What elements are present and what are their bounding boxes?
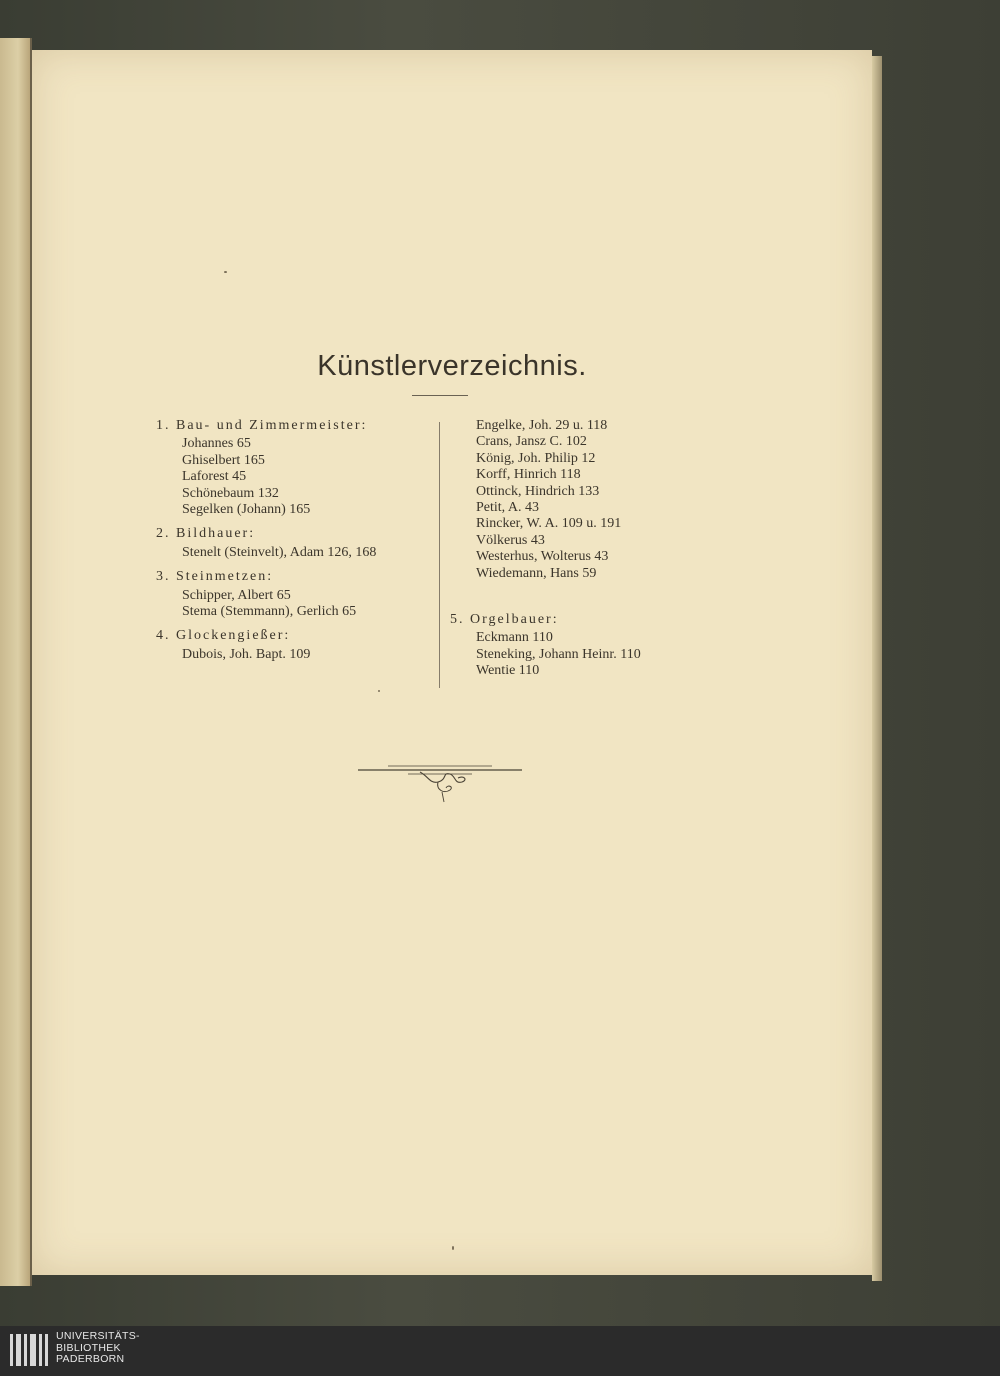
right-column xyxy=(450,418,710,688)
page-title: Künstlerverzeichnis. xyxy=(317,350,587,382)
section-heading: 1. Bau- und Zimmermeister: xyxy=(156,418,368,433)
list-item: Eckmann 110 xyxy=(476,630,553,646)
section-heading: 3. Steinmetzen: xyxy=(156,569,274,585)
page-edge xyxy=(872,56,882,1281)
fleuron-ornament-icon xyxy=(358,762,522,804)
library-logo-text: UNIVERSITÄTS- BIBLIOTHEK PADERBORN xyxy=(56,1330,140,1365)
list-item: Ghiselbert 165 xyxy=(182,452,265,468)
title-rule xyxy=(412,395,468,396)
list-item: Korff, Hinrich 118 xyxy=(476,467,581,483)
section-sculptors xyxy=(156,526,436,561)
list-item: Wentie 110 xyxy=(476,663,540,679)
list-item: Westerhus, Wolterus 43 xyxy=(476,549,609,565)
paper-speck xyxy=(378,690,380,692)
list-item: Stema (Stemmann), Gerlich 65 xyxy=(182,604,357,620)
library-footer xyxy=(0,1326,1000,1376)
section-builders xyxy=(156,418,436,518)
list-item: Laforest 45 xyxy=(182,469,247,485)
list-item: Rincker, W. A. 109 u. 191 xyxy=(476,516,622,532)
section-heading: 2. Bildhauer: xyxy=(156,526,256,542)
section-stonemasons xyxy=(156,569,436,620)
section-bellfounders xyxy=(156,628,436,663)
paper-speck xyxy=(452,1246,454,1250)
list-item: Steneking, Johann Heinr. 110 xyxy=(476,646,641,662)
column-divider xyxy=(439,422,440,688)
list-item: Segelken (Johann) 165 xyxy=(182,502,311,518)
list-item: Johannes 65 xyxy=(182,436,251,452)
list-item: Ottinck, Hindrich 133 xyxy=(476,483,600,499)
list-item: König, Joh. Philip 12 xyxy=(476,450,596,466)
list-item: Völkerus 43 xyxy=(476,532,545,548)
list-item: Petit, A. 43 xyxy=(476,500,540,516)
list-item: Wiedemann, Hans 59 xyxy=(476,565,597,581)
list-item: Engelke, Joh. 29 u. 118 xyxy=(476,418,608,433)
list-item: Schipper, Albert 65 xyxy=(182,587,291,603)
library-logo-icon xyxy=(10,1332,50,1370)
list-item: Schönebaum 132 xyxy=(182,485,279,501)
book-page xyxy=(32,50,872,1275)
list-item: Crans, Jansz C. 102 xyxy=(476,434,587,450)
section-heading: 4. Glockengießer: xyxy=(156,628,291,644)
list-item: Stenelt (Steinvelt), Adam 126, 168 xyxy=(182,544,377,560)
list-item: Dubois, Joh. Bapt. 109 xyxy=(182,646,311,662)
section-heading: 5. Orgelbauer: xyxy=(450,612,559,628)
left-column xyxy=(156,418,436,671)
paper-speck xyxy=(224,271,227,273)
section-organbuilders xyxy=(450,612,710,680)
previous-page-edge xyxy=(0,38,32,1286)
